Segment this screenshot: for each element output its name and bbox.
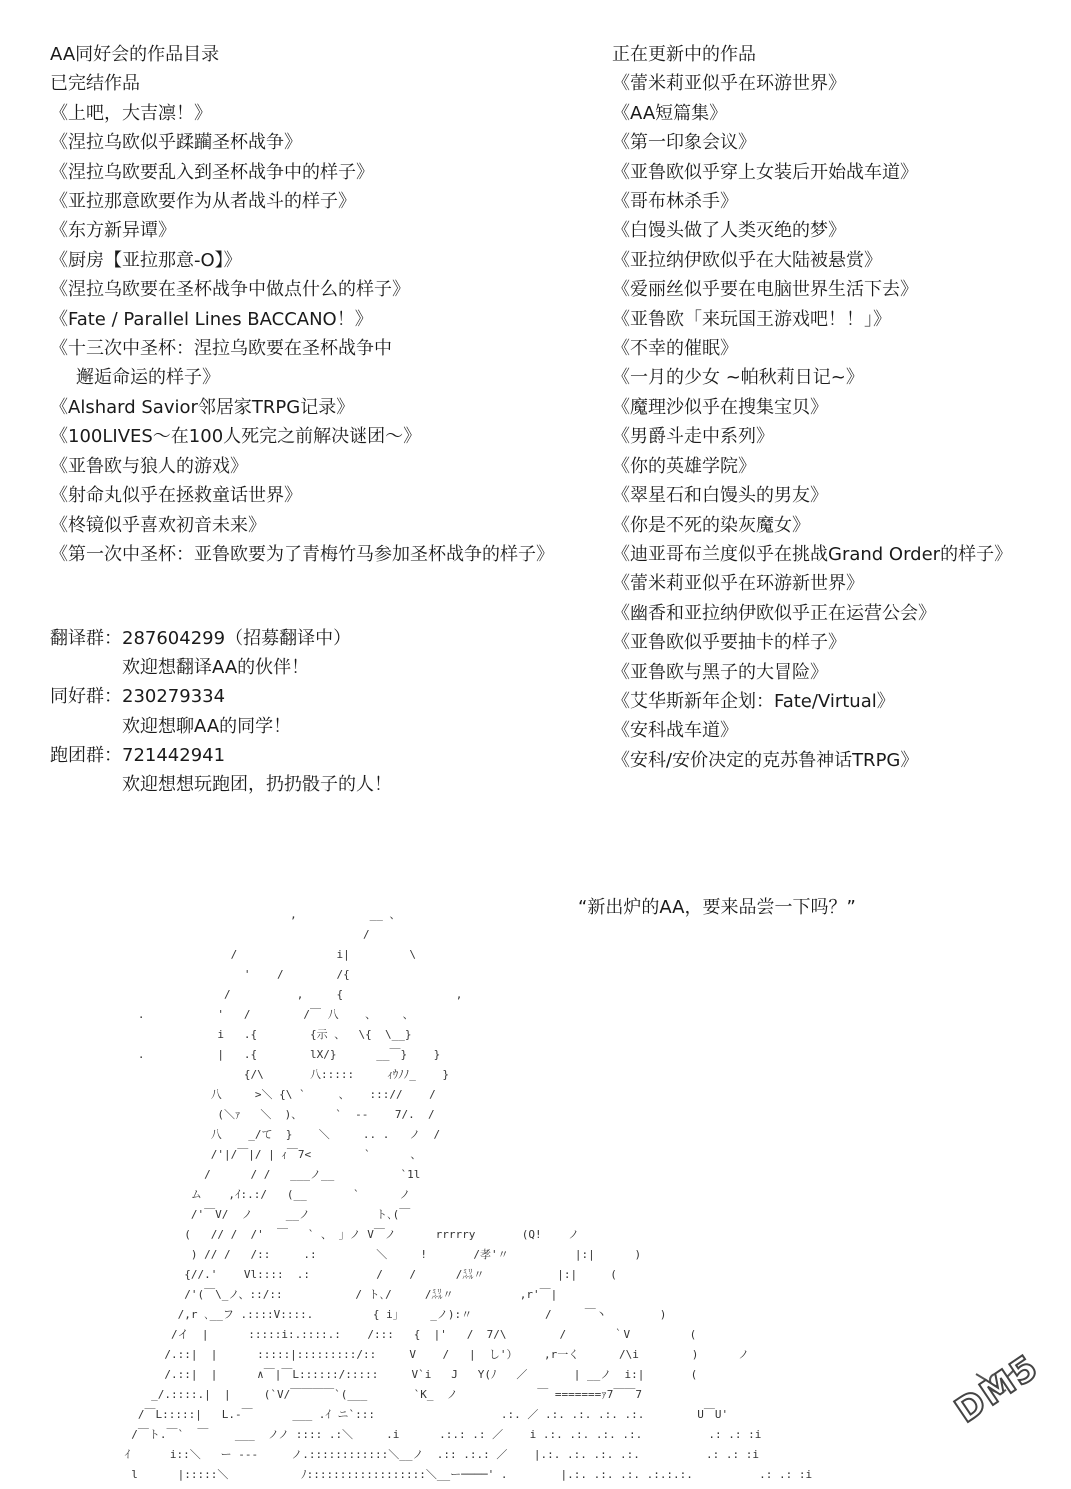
ongoing-item: 《安科战车道》 (612, 720, 738, 742)
completed-item: 《100LIVES～在100人死完之前解决谜团～》 (50, 426, 422, 448)
ongoing-item: 《亚拉纳伊欧似乎在大陆被悬赏》 (612, 249, 882, 271)
completed-item: 《Alshard Savior邻居家TRPG记录》 (50, 396, 355, 418)
group-note: 欢迎想翻译AA的伙伴！ (122, 657, 310, 679)
completed-item: 《厨房【亚拉那意-O】》 (50, 249, 242, 271)
completed-item: 《第一次中圣杯：亚鲁欧要为了青梅竹马参加圣杯战争的样子》 (50, 543, 554, 565)
ongoing-item: 《蕾米莉亚似乎在环游新世界》 (612, 573, 864, 595)
completed-item: 《亚鲁欧与狼人的游戏》 (50, 455, 248, 477)
completed-item: 《涅拉乌欧要在圣杯战争中做点什么的样子》 (50, 279, 410, 301)
group-number: 721442941 (122, 744, 226, 766)
watermark-text: DM5 (948, 1346, 1047, 1432)
completed-item: 《射命丸似乎在拯救童话世界》 (50, 485, 302, 507)
ongoing-item: 《亚鲁欧「来玩国王游戏吧！！」》 (612, 308, 891, 330)
ongoing-item: 《不幸的催眠》 (612, 338, 738, 360)
ongoing-heading: 正在更新中的作品 (612, 44, 756, 65)
ongoing-item: 《哥布林杀手》 (612, 191, 738, 213)
group-label: 同好群： (50, 686, 122, 708)
ongoing-item: 《你是不死的染灰魔女》 (612, 514, 810, 536)
group-note: 欢迎想聊AA的同学！ (122, 715, 292, 737)
group-number: 287604299（招募翻译中） (122, 628, 352, 649)
group-note: 欢迎想想玩跑团，扔扔骰子的人！ (122, 774, 392, 796)
group-number: 230279334 (122, 686, 226, 708)
fan-group (50, 682, 392, 711)
completed-item: 《上吧，大吉凛！》 (50, 102, 212, 124)
ongoing-item: 《艾华斯新年企划：Fate/Virtual》 (612, 690, 895, 712)
completed-heading: 已完结作品 (50, 73, 140, 95)
group-contacts (50, 624, 392, 799)
ongoing-item: 《你的英雄学院》 (612, 455, 756, 477)
completed-item: 《十三次中圣杯：涅拉乌欧要在圣杯战争中 (50, 338, 392, 360)
catalog-heading: AA同好会的作品目录 (50, 44, 220, 65)
completed-item: 《涅拉乌欧似乎蹂躏圣杯战争》 (50, 132, 302, 154)
ongoing-item: 《亚鲁欧似乎要抽卡的样子》 (612, 632, 846, 654)
ongoing-item: 《第一印象会议》 (612, 132, 756, 154)
ongoing-item: 《亚鲁欧似乎穿上女装后开始战车道》 (612, 161, 918, 183)
site-watermark (930, 1346, 1060, 1466)
completed-item: 《涅拉乌欧要乱入到圣杯战争中的样子》 (50, 161, 374, 183)
ongoing-item: 《蕾米莉亚似乎在环游世界》 (612, 73, 846, 95)
ongoing-item: 《幽香和亚拉纳伊欧似乎正在运营公会》 (612, 602, 936, 624)
ongoing-item: 《AA短篇集》 (612, 102, 728, 124)
completed-item: 《柊镜似乎喜欢初音未来》 (50, 514, 266, 536)
ongoing-item: 《魔理沙似乎在搜集宝贝》 (612, 396, 828, 418)
completed-item-continuation: 邂逅命运的样子》 (76, 367, 220, 389)
speech-caption: “新出炉的AA，要来品尝一下吗？” (578, 897, 856, 918)
trpg-group (50, 741, 392, 770)
ongoing-item: 《翠星石和白馒头的男友》 (612, 485, 828, 507)
group-label: 跑团群： (50, 744, 122, 766)
ascii-art-illustration: , __ 、 / / i| \ ' / /{ / , { , . ' / /￣ 八 、 、 i .{ {示 、 \{ \__} . | .{ lX/} __￣} } {/\ 八::::: ｨｳﾉﾉ_ } 八 >＼ {\ ` 、 :::// / (＼ｧ ＼ )、 ` -- 7/. / 八 _/て } ＼ .. . ノ / /'|/￣|/ | ｨ￣7< ` 、 / / / ___ノ__ `1l ム ,ｲ:.:/ (__ ` ノ /'￣V/ ノ __ノ ト､(￣ ( // / /' ￣ ` 、 」ノ V￣ノ rrrrry (Q! ノ ) // / /:: .: ＼ ! /孝'〃 |:| ) {//.' Vl:::: .: / / /㍊〃 |:| ( /'(￣\_ノ、::/:: / ト､/ /㍊〃 ,r'￣| /,r ､__フ .::::V::::. { i」 _ノ):〃 / ￣丶 ) /イ | :::::i:.::::.: /::: { |' / 7/\ / ｀V ( /.::| | :::::|:::::::::/:: V / | し'） ,r一く /\i ) ノ /.::| | ∧￣|￣L::::::/::::: V`i J Y(ﾉ ／ | __ノ i:| ( _/.::::.| | (`V/￣￣￣￣`(___ `K_ ノ ￣ =======ｧ7￣￣7 /￣L:::::| L.‐￣ ___ .ｲ ニ`::: .:. ／ .:. .:. .:. .:. U￣U' /￣ト.￣` ￣ ___ ノノ :::: .:＼ .i .:.: .: ／ i .:. .:. .:. .:. .: .: :i ｲ i::＼ ー ‐‐- ノ.::::::::::::＼__ノ .:: .:.: ／ |.:. .:. .:. .:. .: .: :i l |:::::＼ ﾉ::::::::::::::::::＼__ー────' . |.:. .:. .:. .:.:.:. .: .: :i (124, 908, 813, 1481)
translation-group (50, 624, 392, 653)
ongoing-item: 《安科/安价决定的克苏鲁神话TRPG》 (612, 749, 919, 771)
ongoing-item: 《迪亚哥布兰度似乎在挑战Grand Order的样子》 (612, 543, 1013, 565)
completed-item: 《东方新异谭》 (50, 220, 176, 242)
ongoing-works-column (612, 40, 1052, 775)
ongoing-item: 《男爵斗走中系列》 (612, 426, 774, 448)
ongoing-item: 《白馒头做了人类灭绝的梦》 (612, 220, 846, 242)
ongoing-item: 《爱丽丝似乎要在电脑世界生活下去》 (612, 279, 918, 301)
completed-item: 《Fate / Parallel Lines BACCANO！》 (50, 308, 373, 330)
completed-works-column (50, 40, 590, 569)
ongoing-item: 《一月的少女 ~帕秋莉日记~》 (612, 367, 864, 389)
group-label: 翻译群： (50, 628, 122, 649)
ongoing-item: 《亚鲁欧与黑子的大冒险》 (612, 661, 828, 683)
completed-item: 《亚拉那意欧要作为从者战斗的样子》 (50, 191, 356, 213)
